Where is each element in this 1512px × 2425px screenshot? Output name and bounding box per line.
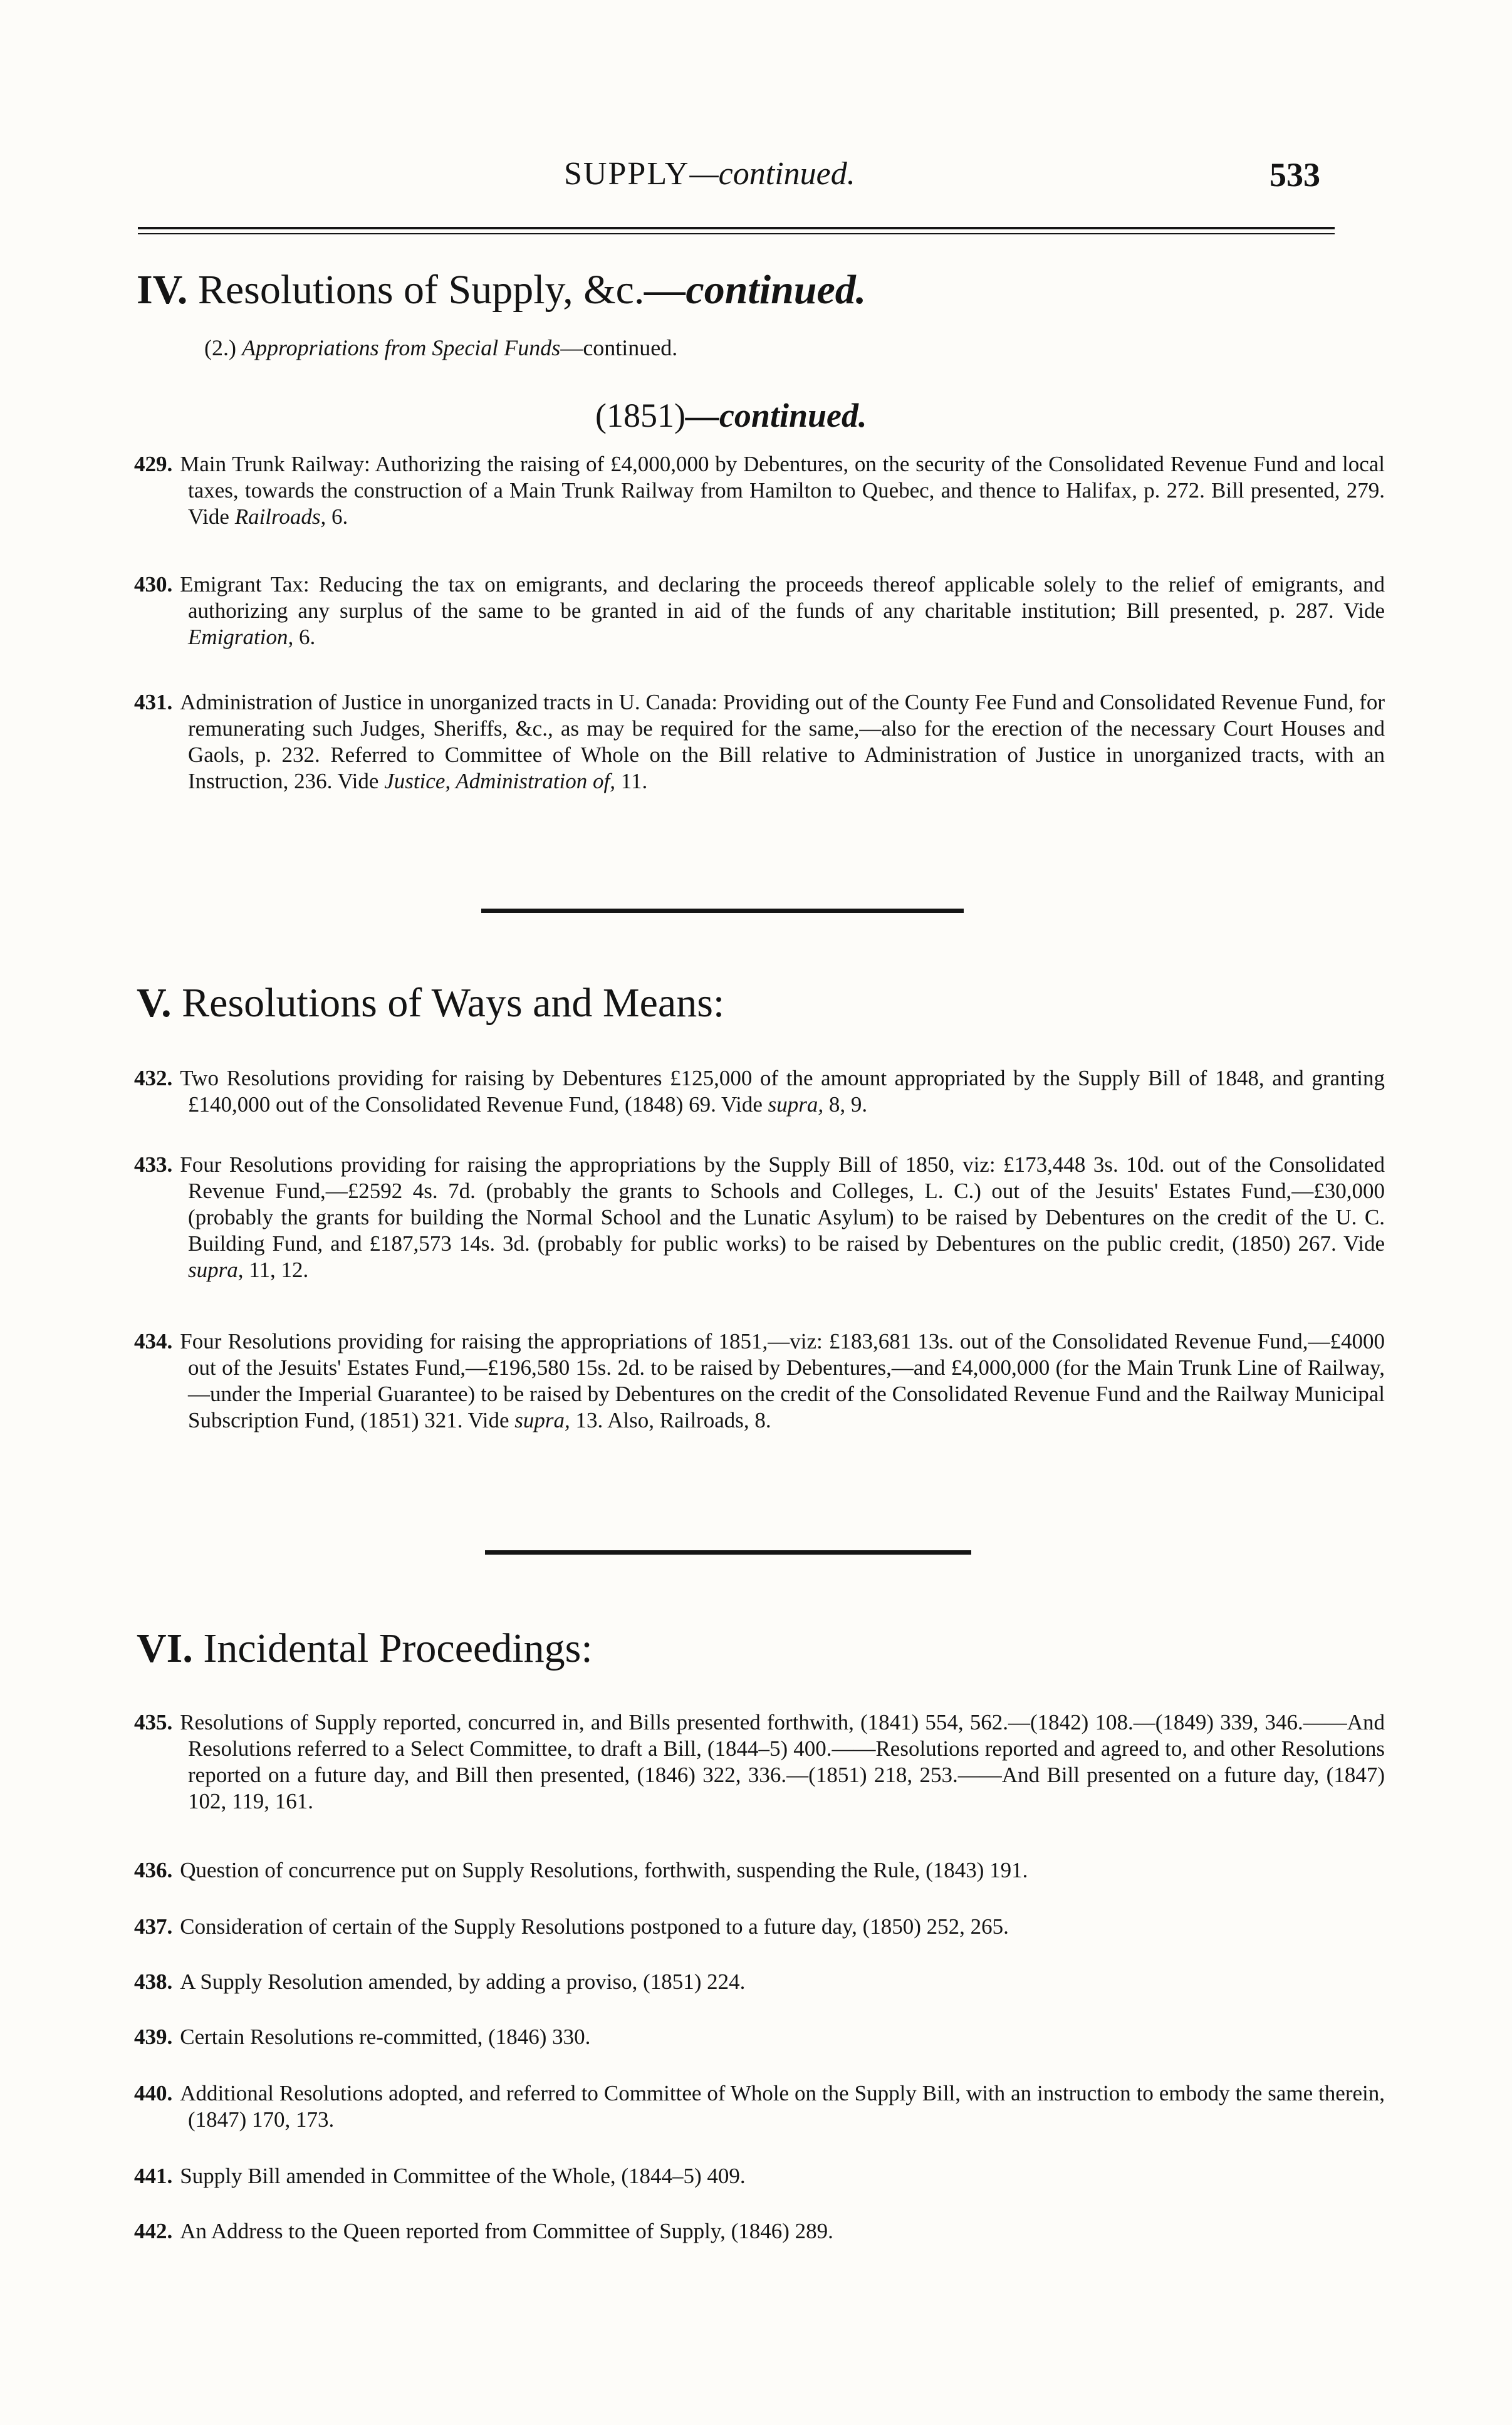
entry-number: 440.: [134, 2081, 173, 2105]
subheading-text: Appropriations from Special Funds: [241, 335, 561, 360]
entry-431: [134, 689, 1385, 795]
entry-text: Four Resolutions providing for raising the appropriations of 1851,—viz: £183,681 13s. out of the Consolidated Revenue Fund,—£4000 out of the Jesuits' Estates Fund,—£196,580 15s. 2d. to be raised by Debentures,—and £4,000,000 (for the Main Trunk Line of Railway,—under the Imperial Guarantee) to be raised by Debentures on the credit of the Consolidated Revenue Fund and the Railway Municipal Subscription Fund, (1851) 321. Vide: [180, 1329, 1385, 1432]
running-title: [564, 155, 855, 192]
running-title-text: SUPPLY: [564, 156, 690, 192]
section-vi-numeral: VI.: [137, 1625, 193, 1671]
section-vi-title: Incidental Proceedings:: [203, 1625, 593, 1671]
entry-438: [134, 1969, 1385, 1995]
subheading-cont: —continued.: [560, 335, 678, 360]
entry-tail: 6.: [293, 625, 316, 649]
entry-reference: Emigration,: [188, 625, 294, 649]
entry-text: Resolutions of Supply reported, concurred in, and Bills presented forthwith, (1841) 554, 562.—(1842) 108.—(1849) 339, 346.——And Resolutions referred to a Select Committee, to draft a Bill, (1844–5) 400.——Resolutions reported and agreed to, and other Resolutions reported on a future day, and Bill then presented, (1846) 322, 336.—(1851) 218, 253.——And Bill presented on a future day, (1847) 102, 119, 161.: [180, 1710, 1385, 1813]
entry-text: Consideration of certain of the Supply Resolutions postponed to a future day, (1850) 252, 265.: [180, 1914, 1009, 1939]
entry-text: Supply Bill amended in Committee of the Whole, (1844–5) 409.: [180, 2164, 746, 2188]
entry-reference: Justice, Administration of,: [384, 769, 615, 793]
entry-reference: supra,: [768, 1092, 824, 1117]
entry-433: [134, 1152, 1385, 1283]
section-v-title: Resolutions of Ways and Means:: [182, 980, 725, 1026]
entry-number: 433.: [134, 1152, 173, 1177]
entry-text: Additional Resolutions adopted, and referred to Committee of Whole on the Supply Bill, with an instruction to embody the same therein, (1847) 170, 173.: [180, 2081, 1385, 2132]
entry-number: 429.: [134, 452, 173, 476]
entry-text: Question of concurrence put on Supply Resolutions, forthwith, suspending the Rule, (1843) 191.: [180, 1858, 1028, 1882]
entry-number: 442.: [134, 2219, 173, 2243]
entry-text: Two Resolutions providing for raising by Debentures £125,000 of the amount appropriated by the Supply Bill of 1848, and granting £140,000 out of the Consolidated Revenue Fund, (1848) 69. Vide: [180, 1066, 1385, 1117]
section-divider: [485, 1550, 971, 1555]
entry-number: 434.: [134, 1329, 173, 1353]
entry-number: 438.: [134, 1969, 173, 1994]
entry-reference: Railroads,: [234, 504, 326, 529]
section-v-heading: [137, 980, 725, 1026]
entry-tail: 11, 12.: [243, 1258, 309, 1282]
entry-441: [134, 2163, 1385, 2189]
entry-number: 441.: [134, 2164, 173, 2188]
entry-number: 432.: [134, 1066, 173, 1090]
year-heading-year: (1851): [595, 397, 686, 434]
section-divider: [481, 909, 964, 913]
entry-tail: 11.: [615, 769, 648, 793]
section-iv-numeral: IV.: [137, 267, 188, 313]
entry-reference: supra,: [188, 1258, 244, 1282]
entry-text: Emigrant Tax: Reducing the tax on emigrants, and declaring the proceeds thereof applicable solely to the relief of emigrants, and authorizing any surplus of the same to be granted in aid of the funds of any charitable institution; Bill presented, p. 287. Vide: [180, 572, 1385, 623]
year-heading: [595, 396, 867, 435]
entry-440: [134, 2080, 1385, 2133]
year-heading-cont: —continued.: [685, 397, 867, 434]
running-header: [0, 155, 1512, 212]
entry-tail: 6.: [326, 504, 348, 529]
page-number: 533: [1270, 156, 1320, 194]
entry-436: [134, 1857, 1385, 1884]
entry-text: An Address to the Queen reported from Committee of Supply, (1846) 289.: [180, 2219, 833, 2243]
entry-number: 439.: [134, 2025, 173, 2049]
section-iv-subheading: [204, 335, 677, 361]
entry-432: [134, 1065, 1385, 1118]
entry-434: [134, 1328, 1385, 1434]
entry-text: Four Resolutions providing for raising the appropriations by the Supply Bill of 1850, viz: £173,448 3s. 10d. out of the Consolidated Revenue Fund,—£2592 4s. 7d. (probably the grants to Schools and Colleges, L. C.) out of the Jesuits' Estates Fund,—£30,000 (probably the grants for building the Normal School and the Lunatic Asylum) to be raised by Debentures on the credit of the U. C. Building Fund, and £187,573 14s. 3d. (probably for public works) to be raised by Debentures on the public credit, (1850) 267. Vide: [180, 1152, 1385, 1256]
running-title-cont: —continued.: [689, 156, 855, 192]
section-iv-title: Resolutions of Supply, &c.: [197, 267, 645, 313]
section-iv-cont: —continued.: [644, 267, 867, 313]
section-v-numeral: V.: [137, 980, 172, 1026]
entry-number: 436.: [134, 1858, 173, 1882]
section-iv-heading: [137, 269, 866, 311]
entry-435: [134, 1709, 1385, 1815]
entry-number: 437.: [134, 1914, 173, 1939]
entry-text: A Supply Resolution amended, by adding a proviso, (1851) 224.: [180, 1969, 746, 1994]
entry-number: 431.: [134, 690, 173, 714]
entry-439: [134, 2024, 1385, 2050]
entry-text: Administration of Justice in unorganized tracts in U. Canada: Providing out of the County Fee Fund and Consolidated Revenue Fund, for remunerating such Judges, Sheriffs, &c., as may be required for the same,—also for the erection of the necessary Court Houses and Gaols, p. 232. Referred to Committee of Whole on the Bill relative to Administration of Justice in unorganized tracts, with an Instruction, 236. Vide: [180, 690, 1385, 793]
entry-429: [134, 451, 1385, 530]
entry-tail: 13. Also, Railroads, 8.: [570, 1408, 771, 1432]
section-vi-heading: [137, 1625, 593, 1671]
entry-number: 430.: [134, 572, 173, 597]
entry-text: Certain Resolutions re-committed, (1846) 330.: [180, 2025, 591, 2049]
header-rule: [138, 227, 1335, 234]
subheading-num: (2.): [204, 335, 236, 360]
entry-437: [134, 1914, 1385, 1940]
entry-number: 435.: [134, 1710, 173, 1734]
entry-reference: supra,: [514, 1408, 570, 1432]
entry-442: [134, 2218, 1385, 2245]
entry-text: Main Trunk Railway: Authorizing the raising of £4,000,000 by Debentures, on the security of the Consolidated Revenue Fund and local taxes, towards the construction of a Main Trunk Railway from Hamilton to Quebec, and thence to Halifax, p. 272. Bill presented, 279. Vide: [180, 452, 1385, 529]
entry-430: [134, 571, 1385, 650]
entry-tail: 8, 9.: [823, 1092, 868, 1117]
